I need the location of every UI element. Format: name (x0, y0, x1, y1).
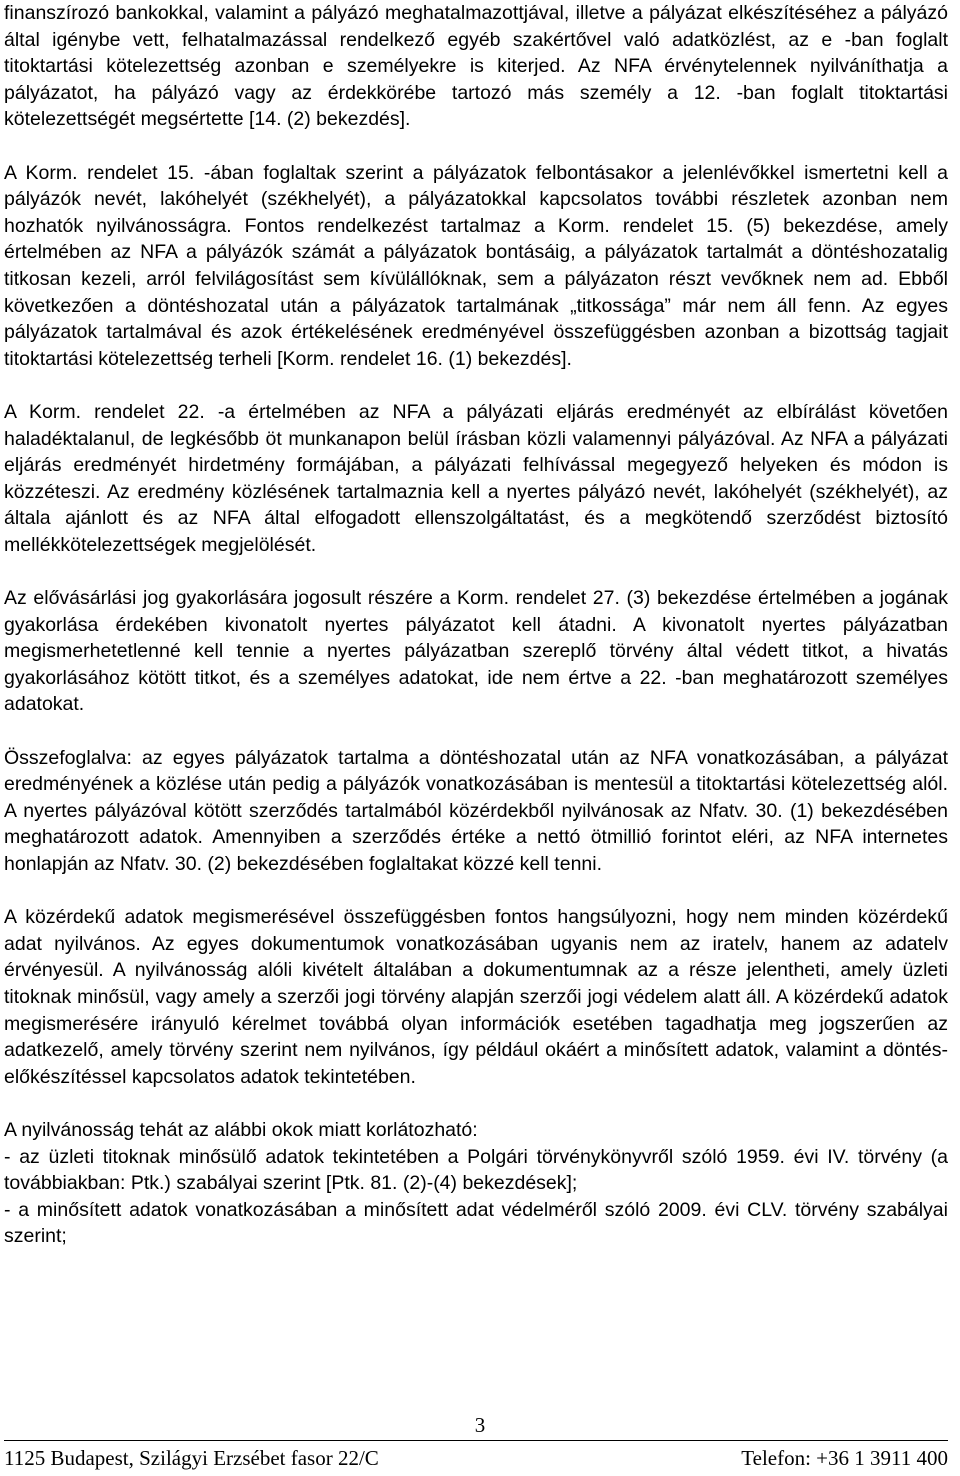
footer-address: 1125 Budapest, Szilágyi Erzsébet fasor 22/C (4, 1446, 379, 1470)
document-body (4, 0, 948, 1250)
page-footer (4, 1445, 948, 1471)
list-item: - a minősített adatok vonatkozásában a minősített adat védelméről szóló 2009. évi CLV. törvény szabályai szerint; (4, 1198, 948, 1248)
restriction-list (4, 1117, 948, 1250)
paragraph-3: A Korm. rendelet 22. -a értelmében az NFA a pályázati eljárás eredményét az elbírálást követően haladéktalanul, de legkésőbb öt munkanapon belül írásban közli valamennyi pályázóval. Az NFA a pályázati eljárás eredményét hirdetmény formájában, a pályázati felhívással megegyező helyeken és módon is közzéteszi. Az eredmény közlésének tartalmaznia kell a nyertes pályázó nevét, lakóhelyét (székhelyét), az általa ajánlott és az NFA által elfogadott ellenszolgáltatást, és a megkötendő szerződést biztosító mellékkötelezettségek megjelölését. (4, 400, 948, 556)
paragraph-1: finanszírozó bankokkal, valamint a pályázó meghatalmazottjával, illetve a pályázat elkészítéséhez a pályázó által igénybe vett, felhatalmazással rendelkező egyéb szakértővel való adatközlést, az e -ban foglalt titoktartási kötelezettség azonban e személyekre is kiterjed. Az NFA érvénytelennek nyilváníthatja a pályázatot, ha pályázó vagy az érdekkörébe tartozó más személy a 12. -ban foglalt titoktartási kötelezettségét megsértette [14. (2) bekezdés]. (4, 2, 948, 131)
footer-phone: Telefon: +36 1 3911 400 (741, 1446, 948, 1470)
paragraph-4: Az elővásárlási jog gyakorlására jogosult részére a Korm. rendelet 27. (3) bekezdése értelmében a jogának gyakorlása érdekében kivonatolt nyertes pályázatot kell átadni. A kivonatolt nyertes pályázatban megismerhetetlenné kell tennie a nyertes pályázatban szereplő törvény által védett titkot, a hivatás gyakorlásához kötött titkot, és a személyes adatokat, ide nem értve a 22. -ban meghatározott személyes adatokat. (4, 587, 948, 716)
paragraph-2: A Korm. rendelet 15. -ában foglaltak szerint a pályázatok felbontásakor a jelenlévőkkel ismertetni kell a pályázók nevét, lakóhelyét (székhelyét), a pályázatokkal kapcsolatos további részletek azonban nem hozhatók nyilvánosságra. Fontos rendelkezést tartalmaz a Korm. rendelet 15. (5) bekezdése, amely értelmében az NFA a pályázók számát a pályázatok bontásáig, a pályázatok tartalmát a döntéshozatalig titkosan kezeli, arról felvilágosítást sem kívülállóknak, sem a pályázaton részt vevőknek nem ad. Ebből következően a döntéshozatal után a pályázatok tartalmának „titkossága” már nem áll fenn. Az egyes pályázatok tartalmával és azok értékelésének eredményével összefüggésben azonban a bizottság tagjait titoktartási kötelezettség terheli [Korm. rendelet 16. (1) bekezdés]. (4, 161, 948, 370)
page-number: 3 (474, 1413, 486, 1437)
list-item: - az üzleti titoknak minősülő adatok tekintetében a Polgári törvénykönyvről szóló 1959. évi IV. törvény (a továbbiakban: Ptk.) szabályai szerint [Ptk. 81. (2)-(4) bekezdések]; (4, 1145, 948, 1195)
list-intro: A nyilvánosság tehát az alábbi okok miatt korlátozható: (4, 1118, 478, 1141)
paragraph-6: A közérdekű adatok megismerésével összefüggésben fontos hangsúlyozni, hogy nem minden közérdekű adat nyilvános. Az egyes dokumentumok vonatkozásában ugyanis nem az iratelv, hanem az adatelv érvényesül. A nyilvánosság alóli kivételt általában a dokumentumnak az a része jelentheti, amely üzleti titoknak minősül, vagy amely a szerzői jogi törvény alapján szerzői jogi védelem alatt áll. A közérdekű adatok megismerésére irányuló kérelmet továbbá olyan információk esetében tagadhatja meg jogszerűen az adatkezelő, amely törvény szerint nem nyilvános, így például okáért a minősített adatok, valamint a döntés-előkészítéssel kapcsolatos adatok tekintetében. (4, 906, 948, 1088)
footer-divider (4, 1440, 948, 1441)
paragraph-5: Összefoglalva: az egyes pályázatok tartalma a döntéshozatal után az NFA vonatkozásában, a pályázat eredményének a közlése után pedig a pályázók vonatkozásában is mentesül a titoktartási kötelezettség alól. A nyertes pályázóval kötött szerződés tartalmából közérdekből nyilvánosak az Nfatv. 30. (1) bekezdésében meghatározott adatok. Amennyiben a szerződés értéke a nettó ötmillió forintot eléri, az NFA internetes honlapján az Nfatv. 30. (2) bekezdésében foglaltakat közzé kell tenni. (4, 746, 948, 875)
